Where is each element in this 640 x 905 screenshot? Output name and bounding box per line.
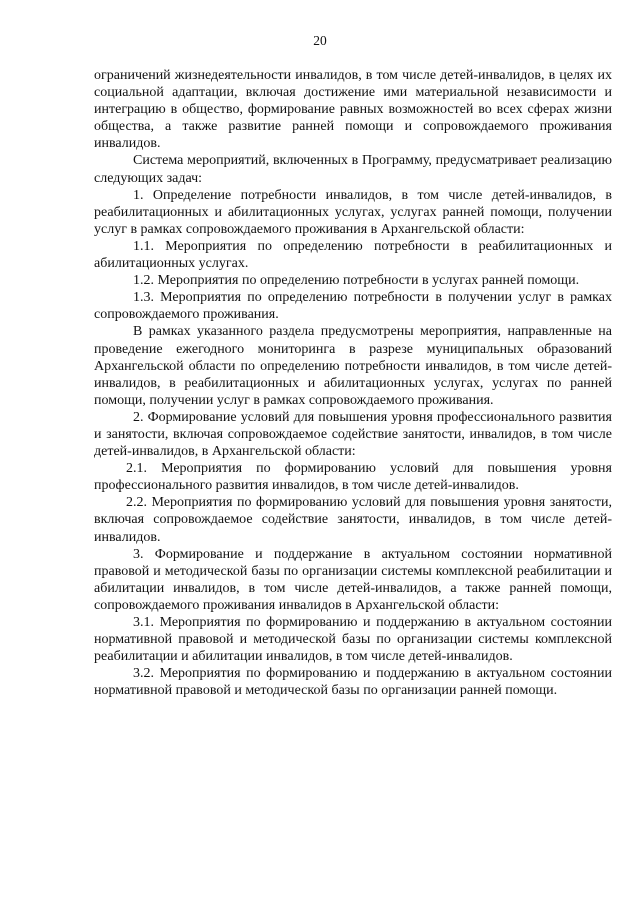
paragraph-task-3: 3. Формирование и поддержание в актуальном состоянии нормативной правовой и методической базы по организации системы комплексной реабилитации и абилитации инвалидов, в том числе детей-инвалидов, а также ранней помощи, сопровождаемого проживания инвалидов в Архангельской области: <box>94 546 612 613</box>
paragraph-task-1-1: 1.1. Мероприятия по определению потребности в реабилитационных и абилитационных услугах. <box>94 238 612 272</box>
page-number: 20 <box>313 33 327 48</box>
paragraph-system-intro: Система мероприятий, включенных в Программу, предусматривает реализацию следующих задач: <box>94 153 612 186</box>
paragraph-task-2-1: 2.1. Мероприятия по формированию условий для повышения уровня профессионального развития инвалидов, в том числе детей-инвалидов. <box>94 461 612 494</box>
paragraph-monitoring: В рамках указанного раздела предусмотрены мероприятия, направленные на проведение ежегодного мониторинга в разрезе муниципальных образований Архангельской области по определению потребности инвалидов, в том числе детей-инвалидов, в реабилитационных и абилитационных услугах, услугах по ранней помощи, получении услуг в рамках сопровождаемого проживания. <box>94 324 612 408</box>
paragraph-continuation: ограничений жизнедеятельности инвалидов, в том числе детей-инвалидов, в целях их социальной адаптации, включая достижение ими материальной независимости и интеграцию в общество, формирование равных возможностей во всех сферах жизни общества, а также развитие ранней помощи и сопровождаемого проживания инвалидов. <box>94 68 612 152</box>
document-body <box>94 67 612 699</box>
paragraph-task-1-2: 1.2. Мероприятия по определению потребности в услугах ранней помощи. <box>133 273 580 289</box>
paragraph-task-3-1: 3.1. Мероприятия по формированию и поддержанию в актуальном состоянии нормативной правовой и методической базы по организации системы комплексной реабилитации и абилитации инвалидов, в том числе детей-инвалидов. <box>94 615 612 665</box>
paragraph-task-2: 2. Формирование условий для повышения уровня профессионального развития и занятости, включая сопровождаемое содействие занятости, инвалидов, в том числе детей-инвалидов, в Архангельской области: <box>94 409 612 460</box>
paragraph-task-1-3: 1.3. Мероприятия по определению потребности в получении услуг в рамках сопровождаемого проживания. <box>94 290 612 323</box>
paragraph-task-2-2: 2.2. Мероприятия по формированию условий для повышения уровня занятости, включая сопровождаемое содействие занятости, инвалидов, в том числе детей-инвалидов. <box>94 495 612 545</box>
paragraph-task-1: 1. Определение потребности инвалидов, в том числе детей-инвалидов, в реабилитационных и абилитационных услугах, услугах ранней помощи, получении услуг в рамках сопровождаемого проживания в Архангельской области: <box>94 187 612 237</box>
paragraph-task-3-2: 3.2. Мероприятия по формированию и поддержанию в актуальном состоянии нормативной правовой и методической базы по организации ранней помощи. <box>94 666 612 699</box>
